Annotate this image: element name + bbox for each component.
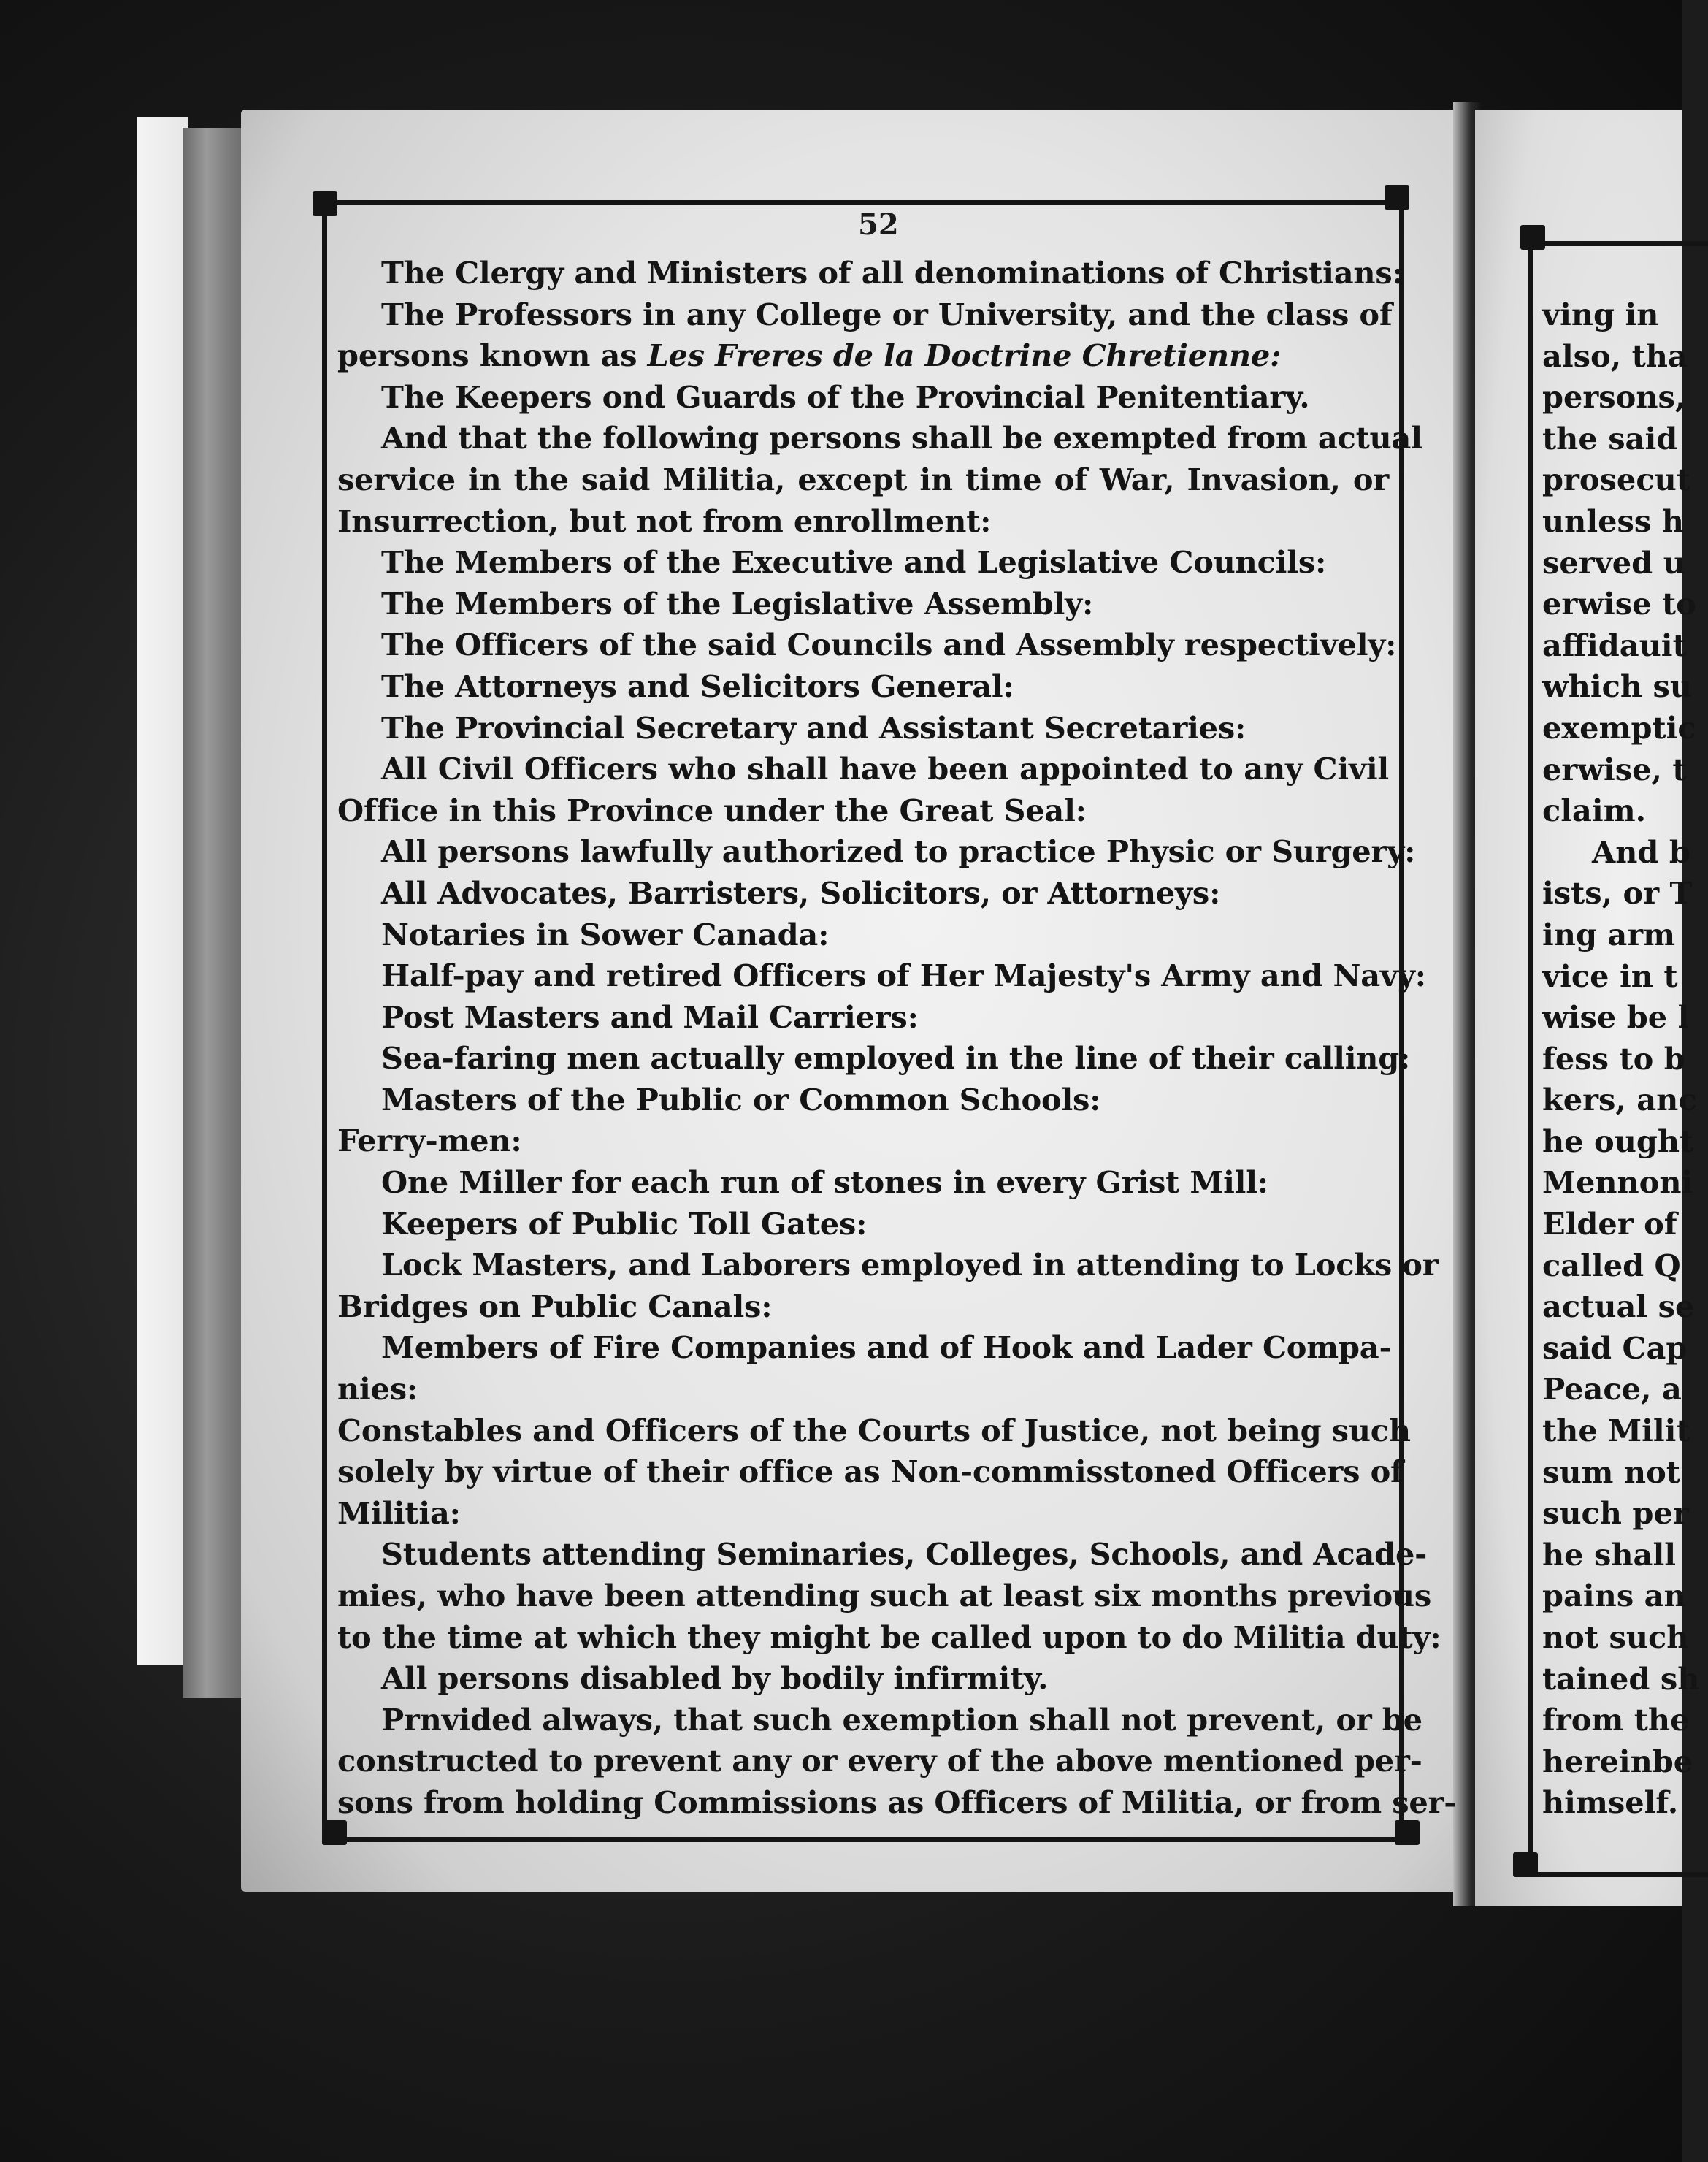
- text-line: [337, 1451, 1403, 1493]
- text-line: [337, 1286, 1389, 1328]
- text-line: served u: [1542, 544, 1685, 581]
- border-corner-ornament: [1385, 185, 1409, 210]
- text-line: unless h: [1542, 503, 1684, 539]
- text-line: kers, anc: [1542, 1082, 1697, 1118]
- text-line: [337, 1204, 1389, 1245]
- text-line: erwise to: [1542, 586, 1696, 622]
- text-line: fess to b: [1542, 1040, 1685, 1077]
- text-line: hereinbe: [1542, 1743, 1693, 1779]
- text-line: [337, 418, 1422, 459]
- text-line: [337, 335, 1389, 377]
- text-line-content: Militia:: [337, 1494, 461, 1531]
- text-line: [337, 501, 1389, 543]
- text-line: [337, 873, 1389, 914]
- text-line-content: Bridges on Public Canals:: [337, 1288, 773, 1324]
- text-line-content: Lock Masters, and Laborers employed in attending to Locks or: [381, 1247, 1439, 1283]
- text-line: [337, 1245, 1439, 1286]
- border-corner-ornament: [1520, 225, 1545, 250]
- text-line: persons,: [1542, 379, 1686, 416]
- text-line: the said: [1542, 420, 1678, 457]
- text-line: from the: [1542, 1702, 1690, 1738]
- text-line: also, tha: [1542, 337, 1688, 374]
- text-line: [337, 1327, 1392, 1369]
- text-line: the Milit: [1542, 1413, 1690, 1449]
- text-line-content: The Members of the Legislative Assembly:: [381, 585, 1094, 622]
- text-line: [337, 253, 1403, 294]
- text-line-content: constructed to prevent any or every of the above mentioned per-: [337, 1743, 1422, 1779]
- text-line-content: The Members of the Executive and Legislative Councils:: [381, 544, 1327, 581]
- text-line: pains an: [1542, 1578, 1686, 1614]
- text-line-content: Prnvided always, that such exemption shall not prevent, or be: [381, 1701, 1422, 1738]
- text-line: Peace, a: [1542, 1371, 1682, 1407]
- text-line: [337, 294, 1393, 336]
- text-line: ing arm: [1542, 916, 1676, 952]
- text-line: ving in: [1542, 297, 1659, 332]
- text-line: [337, 542, 1389, 584]
- text-line: [337, 1617, 1441, 1659]
- text-line: [337, 708, 1389, 749]
- text-line: [337, 997, 1389, 1039]
- text-line-content: The Clergy and Ministers of all denominations of Christians:: [381, 255, 1403, 291]
- text-line: And b: [1592, 833, 1690, 870]
- text-line-content: solely by virtue of their office as Non-commisstoned Officers of: [337, 1454, 1403, 1490]
- text-line: ists, or T: [1542, 875, 1693, 912]
- left-page-text: [337, 253, 1457, 1824]
- text-line-content: Students attending Seminaries, Colleges, Schools, and Acade-: [381, 1536, 1428, 1573]
- text-line-content: persons known as: [337, 337, 648, 374]
- text-line: Elder of: [1542, 1206, 1677, 1242]
- text-line: not such: [1542, 1619, 1689, 1655]
- text-line: [337, 1534, 1428, 1575]
- text-line: [337, 790, 1389, 832]
- text-line: said Cap: [1542, 1329, 1688, 1366]
- text-line-content: Sea-faring men actually employed in the line of their calling:: [381, 1040, 1411, 1077]
- text-line-content: service in the said Militia, except in time of War, Invasion, or: [337, 461, 1389, 497]
- text-line-content: All persons lawfully authorized to practice Physic or Surgery:: [381, 833, 1416, 870]
- text-line-content: The Professors in any College or University, and the class of: [381, 296, 1393, 332]
- text-line: Mennoni: [1542, 1164, 1693, 1201]
- text-line: [337, 1741, 1422, 1782]
- text-line: affidauit: [1542, 627, 1687, 663]
- text-line: [337, 1493, 1389, 1535]
- border-corner-ornament: [1395, 1820, 1420, 1845]
- border-corner-ornament: [1513, 1852, 1538, 1877]
- text-line-content: Members of Fire Companies and of Hook and Lader Compa-: [381, 1329, 1392, 1366]
- text-line: [337, 1658, 1389, 1700]
- text-line-content: Masters of the Public or Common Schools:: [381, 1081, 1101, 1118]
- text-line: [337, 749, 1389, 790]
- text-line: [337, 624, 1397, 666]
- text-line-content: nies:: [337, 1371, 418, 1407]
- text-line: [337, 1782, 1457, 1824]
- text-line-content: Notaries in Sower Canada:: [381, 916, 830, 952]
- text-line: [337, 914, 1389, 956]
- text-line: exemptic: [1542, 709, 1696, 746]
- text-line-content: Half-pay and retired Officers of Her Majesty's Army and Navy:: [381, 958, 1426, 994]
- text-line: [337, 1162, 1389, 1204]
- text-line: [337, 831, 1416, 873]
- text-line-content: The Attorneys and Selicitors General:: [381, 668, 1014, 704]
- text-line: [337, 377, 1389, 419]
- italic-phrase: Les Freres de la Doctrine Chretienne:: [647, 337, 1282, 374]
- text-line-content: Ferry-men:: [337, 1123, 522, 1159]
- text-line: such per: [1542, 1495, 1689, 1532]
- text-line: claim.: [1542, 792, 1647, 829]
- text-line-content: And that the following persons shall be exempted from actual: [381, 420, 1422, 457]
- text-line: prosecut: [1542, 462, 1690, 498]
- text-line-content: The Keepers ond Guards of the Provincial Penitentiary.: [381, 378, 1310, 415]
- text-line: sum not: [1542, 1454, 1680, 1490]
- text-line: erwise, t: [1542, 751, 1687, 787]
- text-line: [337, 1038, 1411, 1080]
- text-line: himself.: [1542, 1784, 1679, 1821]
- text-line: actual se: [1542, 1288, 1695, 1325]
- text-line-content: Constables and Officers of the Courts of Justice, not being such: [337, 1412, 1411, 1448]
- text-line-content: Insurrection, but not from enrollment:: [337, 503, 992, 539]
- text-line: [337, 584, 1389, 625]
- text-line: [337, 459, 1389, 501]
- text-line: which su: [1542, 668, 1693, 705]
- text-line: called Q: [1542, 1247, 1681, 1283]
- text-line: [337, 1120, 1389, 1162]
- text-line-content: Office in this Province under the Great Seal:: [337, 792, 1087, 828]
- page-number: 52: [858, 207, 899, 242]
- text-line-content: All Advocates, Barristers, Solicitors, or Attorneys:: [381, 874, 1221, 911]
- text-line-content: One Miller for each run of stones in every Grist Mill:: [381, 1164, 1268, 1201]
- text-line-content: mies, who have been attending such at least six months previous: [337, 1578, 1432, 1613]
- text-line: tained sh: [1542, 1660, 1700, 1697]
- text-line: [337, 1410, 1411, 1452]
- text-line: [337, 666, 1389, 708]
- text-line: wise be l: [1542, 999, 1690, 1036]
- text-line-content: The Provincial Secretary and Assistant Secretaries:: [381, 709, 1246, 746]
- text-line-content: Keepers of Public Toll Gates:: [381, 1205, 868, 1242]
- text-line: [337, 1575, 1432, 1617]
- text-line: [337, 1080, 1389, 1121]
- text-line: he ought: [1542, 1123, 1694, 1159]
- border-corner-ornament: [313, 191, 337, 216]
- text-line-content: All persons disabled by bodily infirmity.: [381, 1660, 1049, 1697]
- text-line: [337, 1369, 1389, 1410]
- text-line-content: to the time at which they might be called upon to do Militia duty:: [337, 1619, 1441, 1655]
- right-page-text: [1542, 294, 1700, 1828]
- paper-strip: [137, 117, 188, 1665]
- text-line-content: The Officers of the said Councils and Assembly respectively:: [381, 627, 1397, 663]
- text-line: [337, 1700, 1422, 1741]
- text-line: vice in t: [1542, 958, 1678, 994]
- text-line-content: All Civil Officers who shall have been appointed to any Civil: [381, 751, 1389, 787]
- text-line-content: Post Masters and Mail Carriers:: [381, 998, 919, 1035]
- text-line: [337, 955, 1426, 997]
- text-line: he shall: [1542, 1536, 1676, 1573]
- text-line-content: sons from holding Commissions as Officers of Militia, or from ser-: [337, 1784, 1457, 1820]
- border-corner-ornament: [322, 1820, 347, 1845]
